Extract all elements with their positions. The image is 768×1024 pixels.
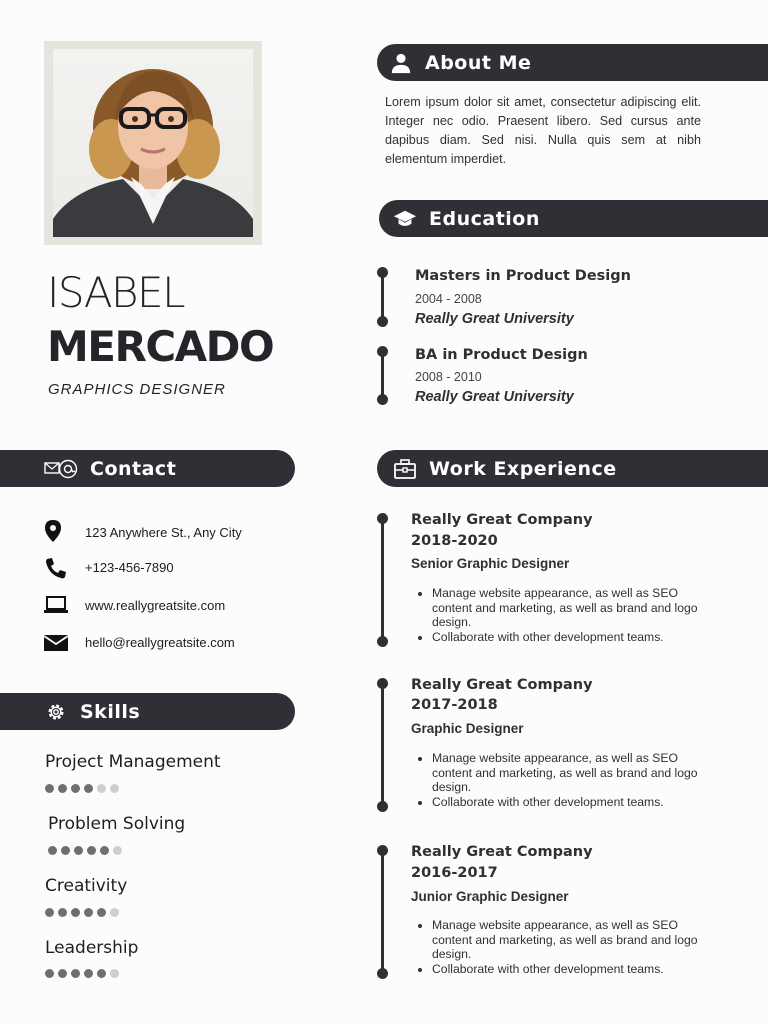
skill-dot-empty — [97, 784, 106, 793]
timeline-dot — [377, 513, 388, 524]
work-experience-header — [377, 450, 768, 487]
skill-dot-filled — [58, 969, 67, 978]
skills-header — [0, 693, 295, 730]
contact-heading: Contact — [90, 457, 177, 480]
work-bullets — [412, 586, 712, 645]
work-timeline-line — [381, 683, 384, 807]
work-company: Really Great Company — [411, 677, 593, 693]
skill-dot-filled — [97, 908, 106, 917]
work-company: Really Great Company — [411, 512, 593, 528]
skill-dot-filled — [87, 846, 96, 855]
work-experience-heading: Work Experience — [429, 457, 617, 480]
work-role: Graphic Designer — [411, 721, 524, 736]
skill-name: Project Management — [45, 752, 221, 772]
work-role: Junior Graphic Designer — [411, 889, 569, 904]
laptop-icon — [43, 592, 69, 618]
skill-name: Creativity — [45, 876, 128, 896]
skill-dot-filled — [84, 784, 93, 793]
profile-photo — [53, 49, 253, 237]
education-header — [379, 200, 768, 237]
work-years: 2017-2018 — [411, 697, 498, 713]
education-degree: Masters in Product Design — [415, 268, 631, 284]
contact-website[interactable]: www.reallygreatsite.com — [85, 598, 226, 613]
skill-dot-filled — [45, 969, 54, 978]
work-bullets — [412, 751, 712, 810]
skill-name: Leadership — [45, 938, 139, 958]
skill-dot-filled — [45, 908, 54, 917]
education-school: Really Great University — [415, 389, 574, 405]
skill-dot-filled — [58, 908, 67, 917]
skill-dot-empty — [113, 846, 122, 855]
timeline-dot — [377, 267, 388, 278]
work-bullet: • Collaborate with other development teams. — [432, 795, 712, 810]
skill-dot-filled — [45, 784, 54, 793]
contact-email[interactable]: hello@reallygreatsite.com — [85, 635, 235, 650]
envelope-icon — [43, 630, 69, 656]
first-name: ISABEL — [47, 268, 184, 317]
education-heading: Education — [429, 207, 540, 230]
email-at-icon — [44, 457, 78, 481]
gear-icon — [44, 700, 68, 724]
contact-address: 123 Anywhere St., Any City — [85, 525, 242, 540]
education-years: 2008 - 2010 — [415, 370, 482, 384]
work-role: Senior Graphic Designer — [411, 556, 570, 571]
work-years: 2018-2020 — [411, 533, 498, 549]
phone-icon — [43, 555, 69, 581]
skill-rating — [45, 908, 119, 917]
about-me-heading: About Me — [425, 51, 532, 74]
skill-rating — [45, 969, 119, 978]
skill-dot-filled — [97, 969, 106, 978]
job-title: GRAPHICS DESIGNER — [48, 381, 226, 398]
about-me-header — [377, 44, 768, 81]
timeline-dot — [377, 968, 388, 979]
work-bullet: • Manage website appearance, as well as SEO content and marketing, as well as brand and logo design. — [432, 586, 712, 630]
contact-header — [0, 450, 295, 487]
education-timeline-line — [381, 272, 384, 322]
education-years: 2004 - 2008 — [415, 292, 482, 306]
graduation-cap-icon — [393, 207, 417, 231]
portrait-illustration — [53, 49, 253, 237]
location-pin-icon — [40, 518, 66, 544]
skill-dot-filled — [84, 969, 93, 978]
education-degree: BA in Product Design — [415, 347, 588, 363]
work-years: 2016-2017 — [411, 865, 498, 881]
skills-heading: Skills — [80, 700, 141, 723]
skill-rating — [48, 846, 122, 855]
timeline-dot — [377, 394, 388, 405]
timeline-dot — [377, 346, 388, 357]
skill-dot-filled — [74, 846, 83, 855]
education-school: Really Great University — [415, 311, 574, 327]
timeline-dot — [377, 801, 388, 812]
timeline-dot — [377, 316, 388, 327]
timeline-dot — [377, 636, 388, 647]
work-bullets — [412, 918, 712, 977]
skill-dot-empty — [110, 784, 119, 793]
skill-dot-filled — [71, 784, 80, 793]
contact-phone: +123-456-7890 — [85, 560, 174, 575]
work-company: Really Great Company — [411, 844, 593, 860]
skill-rating — [45, 784, 119, 793]
skill-dot-filled — [84, 908, 93, 917]
briefcase-icon — [393, 457, 417, 481]
skill-dot-filled — [100, 846, 109, 855]
skill-dot-empty — [110, 969, 119, 978]
about-me-text: Lorem ipsum dolor sit amet, consectetur adipiscing elit. Integer nec odio. Praesent libero. Sed cursus ante dapibus diam. Sed nisi. Nulla quis sem at nibh elementum imperdiet. — [385, 95, 701, 166]
skill-dot-filled — [61, 846, 70, 855]
work-bullet: • Manage website appearance, as well as SEO content and marketing, as well as brand and logo design. — [432, 751, 712, 795]
timeline-dot — [377, 845, 388, 856]
user-icon — [389, 51, 413, 75]
work-timeline-line — [381, 518, 384, 642]
work-bullet: • Collaborate with other development teams. — [432, 962, 712, 977]
skill-dot-filled — [58, 784, 67, 793]
timeline-dot — [377, 678, 388, 689]
work-bullet: • Manage website appearance, as well as SEO content and marketing, as well as brand and logo design. — [432, 918, 712, 962]
last-name: MERCADO — [47, 322, 274, 371]
skill-dot-empty — [110, 908, 119, 917]
skill-dot-filled — [71, 969, 80, 978]
work-timeline-line — [381, 850, 384, 974]
work-bullet: • Collaborate with other development teams. — [432, 630, 712, 645]
skill-dot-filled — [48, 846, 57, 855]
skill-name: Problem Solving — [48, 814, 186, 834]
skill-dot-filled — [71, 908, 80, 917]
